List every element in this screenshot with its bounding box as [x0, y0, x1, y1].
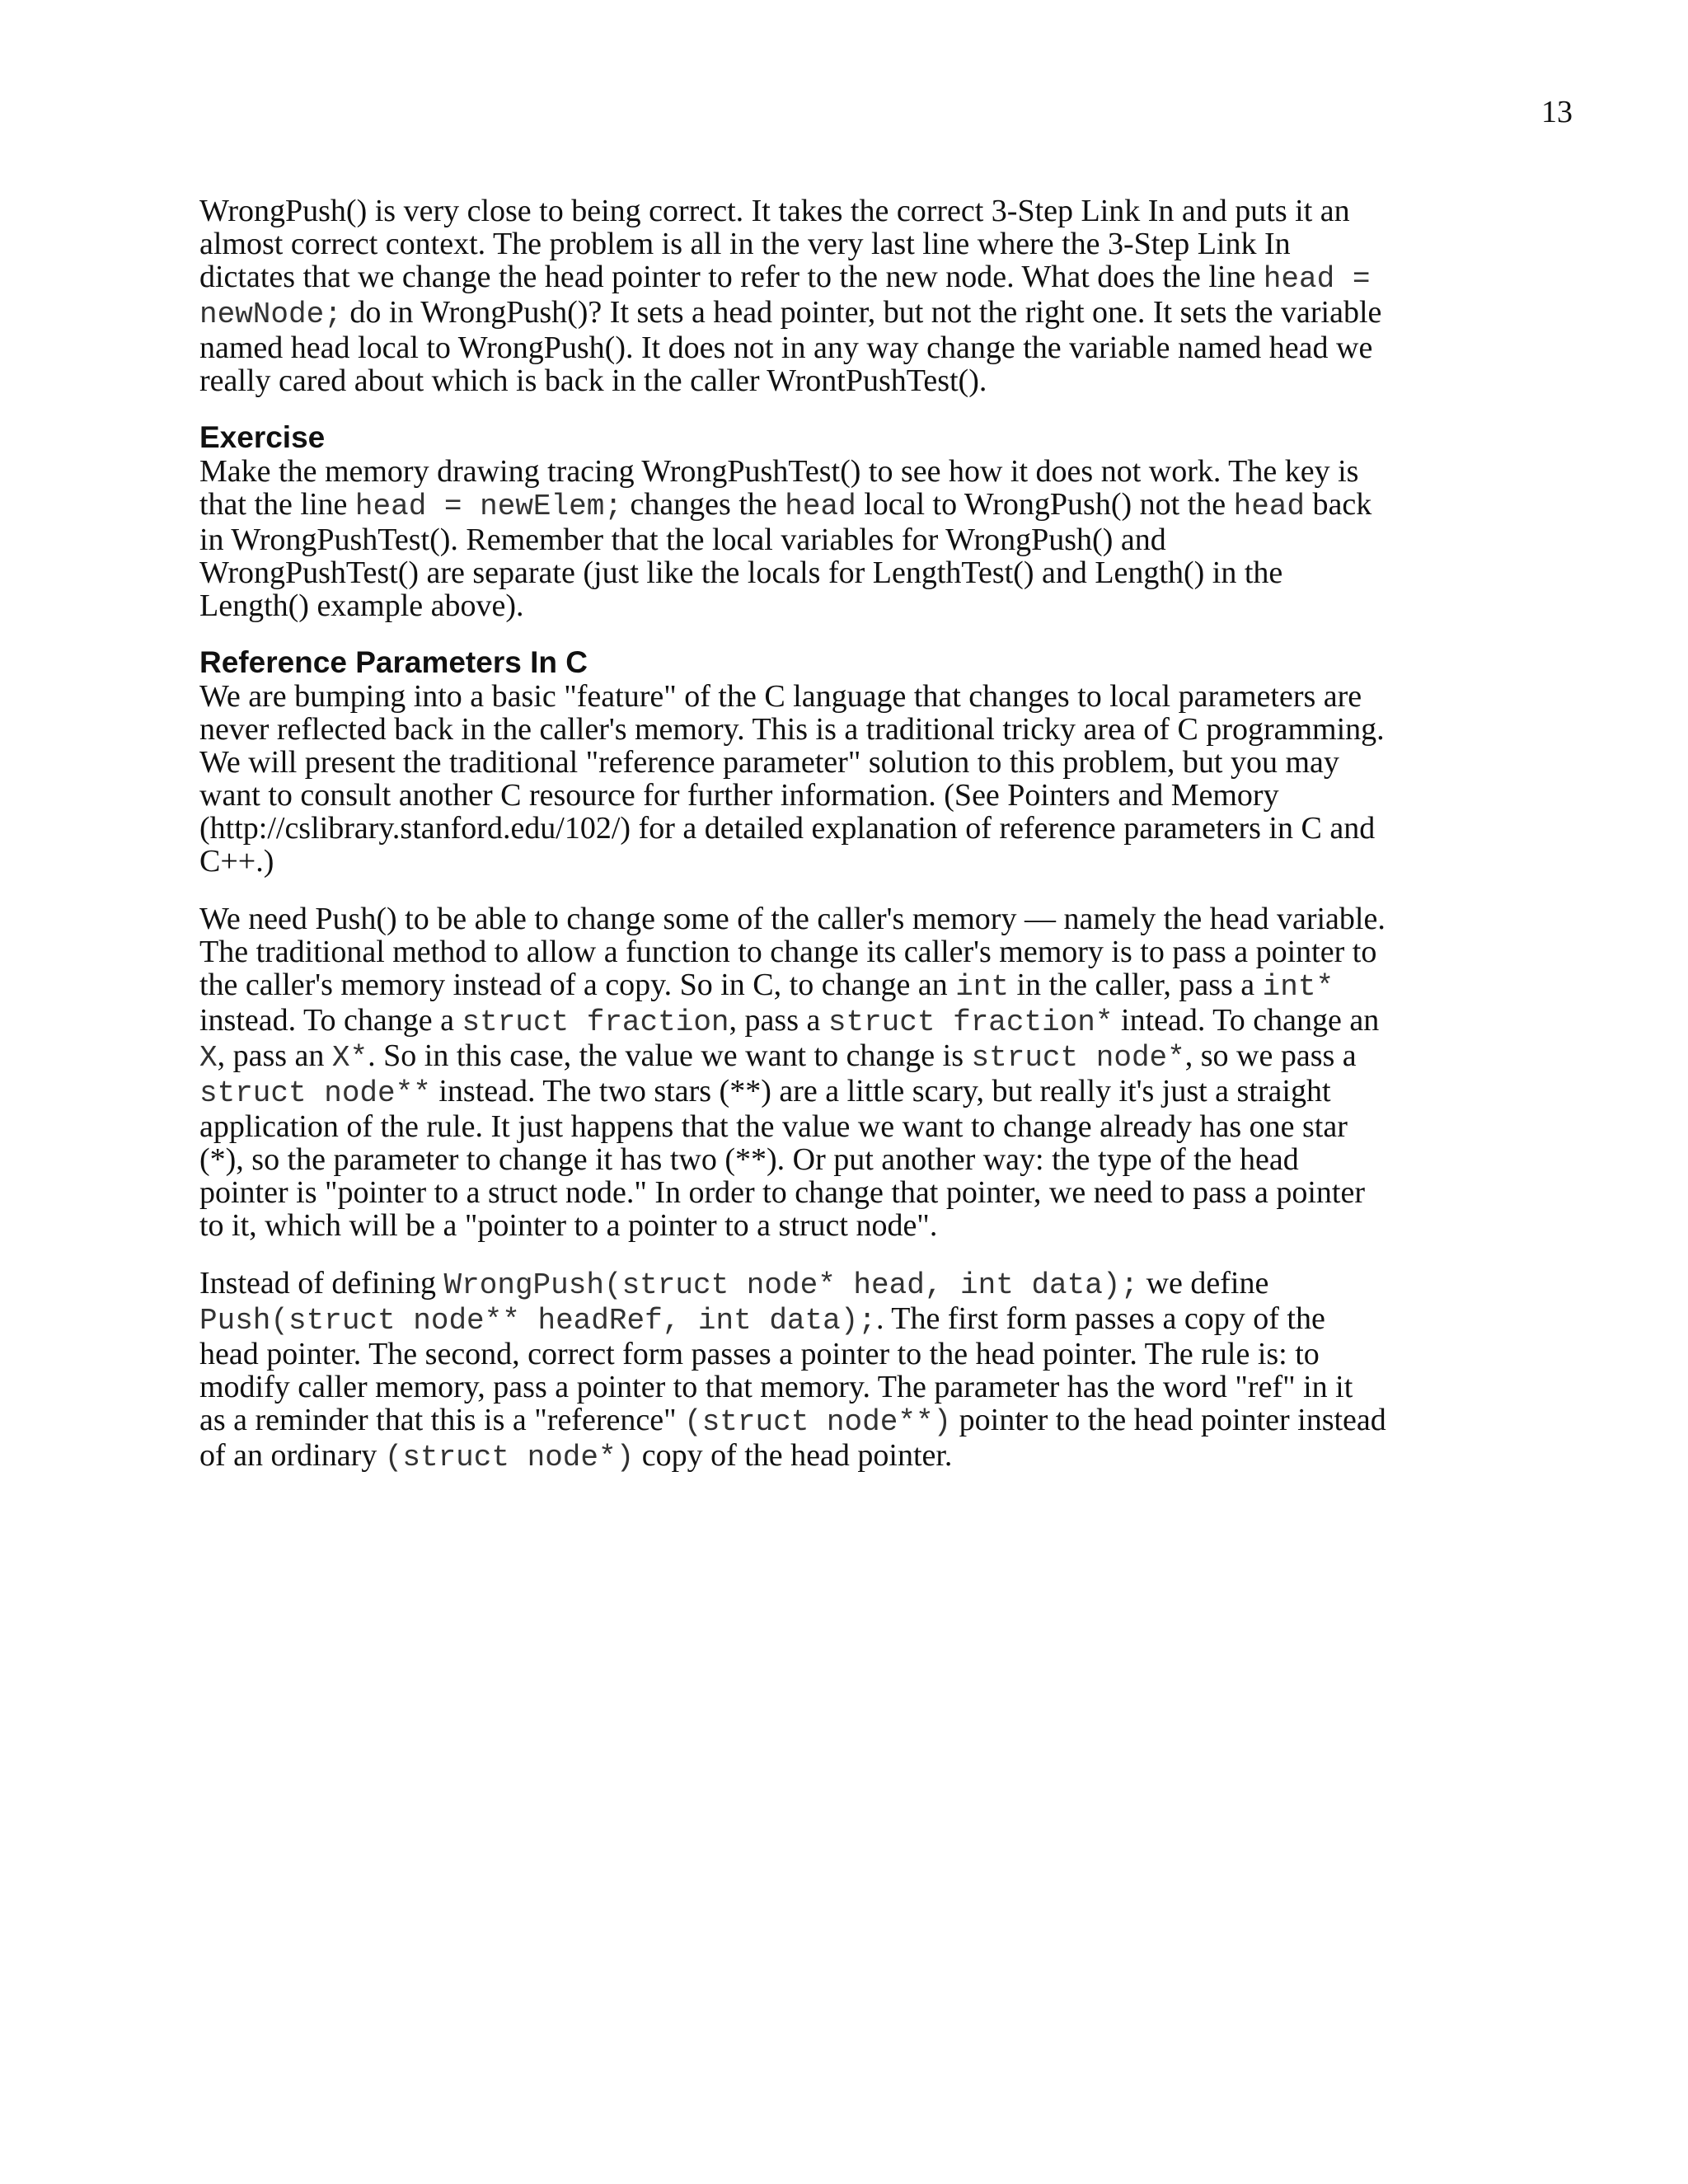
code-snippet: (struct node*)	[384, 1441, 635, 1474]
text-run: pointer to the head pointer instead of an ordinary	[199, 1403, 1386, 1473]
section-heading-exercise: Exercise	[199, 420, 326, 454]
text-run: , so we pass a	[1184, 1038, 1357, 1073]
code-snippet: struct node**	[199, 1076, 431, 1110]
code-snippet: struct fraction	[462, 1005, 729, 1039]
code-snippet: int*	[1262, 970, 1334, 1004]
text-run: back in WrongPushTest(). Remember that the local variables for WrongPush() and WrongPushTest() are separate (just like the locals for LengthTest() and Length() in the Length() example above).	[199, 487, 1372, 623]
code-snippet: X*	[331, 1041, 368, 1075]
reference-paragraph-3	[199, 1267, 1386, 1474]
text-run: in the caller, pass a	[1009, 968, 1263, 1002]
text-run: copy of the head pointer.	[634, 1438, 953, 1473]
text-run: do in WrongPush()? It sets a head pointer, but not the right one. It sets the variable named head local to WrongPush(). It does not in any way change the variable named head we really cared about which is back in the caller WrontPushTest().	[199, 295, 1382, 398]
exercise-paragraph	[199, 455, 1386, 622]
code-snippet: struct fraction*	[828, 1005, 1114, 1039]
section-heading-reference-parameters: Reference Parameters In C	[199, 645, 588, 679]
reference-paragraph-2	[199, 902, 1386, 1242]
code-snippet: int	[955, 970, 1009, 1004]
code-snippet: head	[1233, 490, 1306, 523]
text-run: . So in this case, the value we want to change is	[368, 1038, 972, 1073]
code-snippet: WrongPush(struct node* head, int data);	[443, 1268, 1139, 1302]
code-snippet: head = newElem;	[354, 490, 622, 523]
text-run: We need Push() to be able to change some of the caller's memory — namely the head variable. The traditional method to allow a function to change its caller's memory is to pass a pointer to the caller's memory instead of a copy. So in C, to change an	[199, 902, 1386, 1002]
page-number: 13	[1541, 95, 1573, 129]
text-run: . The first form passes a copy of the head pointer. The second, correct form passes a pointer to the head pointer. The rule is: to modify caller memory, pass a pointer to that memory. The parameter has the word "ref" in it as a reminder that this is a "reference"	[199, 1301, 1353, 1437]
code-snippet: X	[199, 1041, 218, 1075]
code-snippet: struct node*	[971, 1041, 1185, 1075]
text-run: instead. The two stars (**) are a little scary, but really it's just a straight application of the rule. It just happens that the value we want to change already has one star (*), so the parameter to change it has two (**). Or put another way: the type of the head pointer is "pointer to a struct node." In order to change that pointer, we need to pass a pointer to it, which will be a "pointer to a pointer to a struct node".	[199, 1074, 1365, 1243]
page-content	[199, 194, 1386, 1499]
code-snippet: head = newNode;	[199, 262, 1371, 331]
text-run: intead. To change an	[1113, 1003, 1380, 1038]
reference-paragraph-1: We are bumping into a basic "feature" of the C language that changes to local parameters are never reflected back in the caller's memory. This is a traditional tricky area of C programming. We will present the traditional "reference parameter" solution to this problem, but you may want to consult another C resource for further information. (See Pointers and Memory (http://cslibrary.stanford.edu/102/) for a detailed explanation of reference parameters in C and C++.)	[199, 679, 1385, 879]
text-run: , pass an	[217, 1038, 332, 1073]
text-run: we define	[1138, 1266, 1269, 1301]
code-snippet: (struct node**)	[684, 1405, 952, 1439]
text-run: WrongPush() is very close to being correct. It takes the correct 3-Step Link In and puts it an almost correct context. The problem is all in the very last line where the 3-Step Link In dictates that we change the head pointer to refer to the new node. What does the line	[199, 194, 1350, 294]
text-run: Make the memory drawing tracing WrongPushTest() to see how it does not work. The key is that the line	[199, 454, 1359, 522]
code-snippet: head	[785, 490, 856, 523]
code-snippet: Push(struct node** headRef, int data);	[199, 1304, 876, 1338]
text-run: Instead of defining	[199, 1266, 444, 1301]
text-run: local to WrongPush() not the	[856, 487, 1234, 522]
intro-paragraph	[199, 194, 1386, 397]
text-run: changes the	[621, 487, 785, 522]
text-run: instead. To change a	[199, 1003, 462, 1038]
text-run: , pass a	[729, 1003, 828, 1038]
